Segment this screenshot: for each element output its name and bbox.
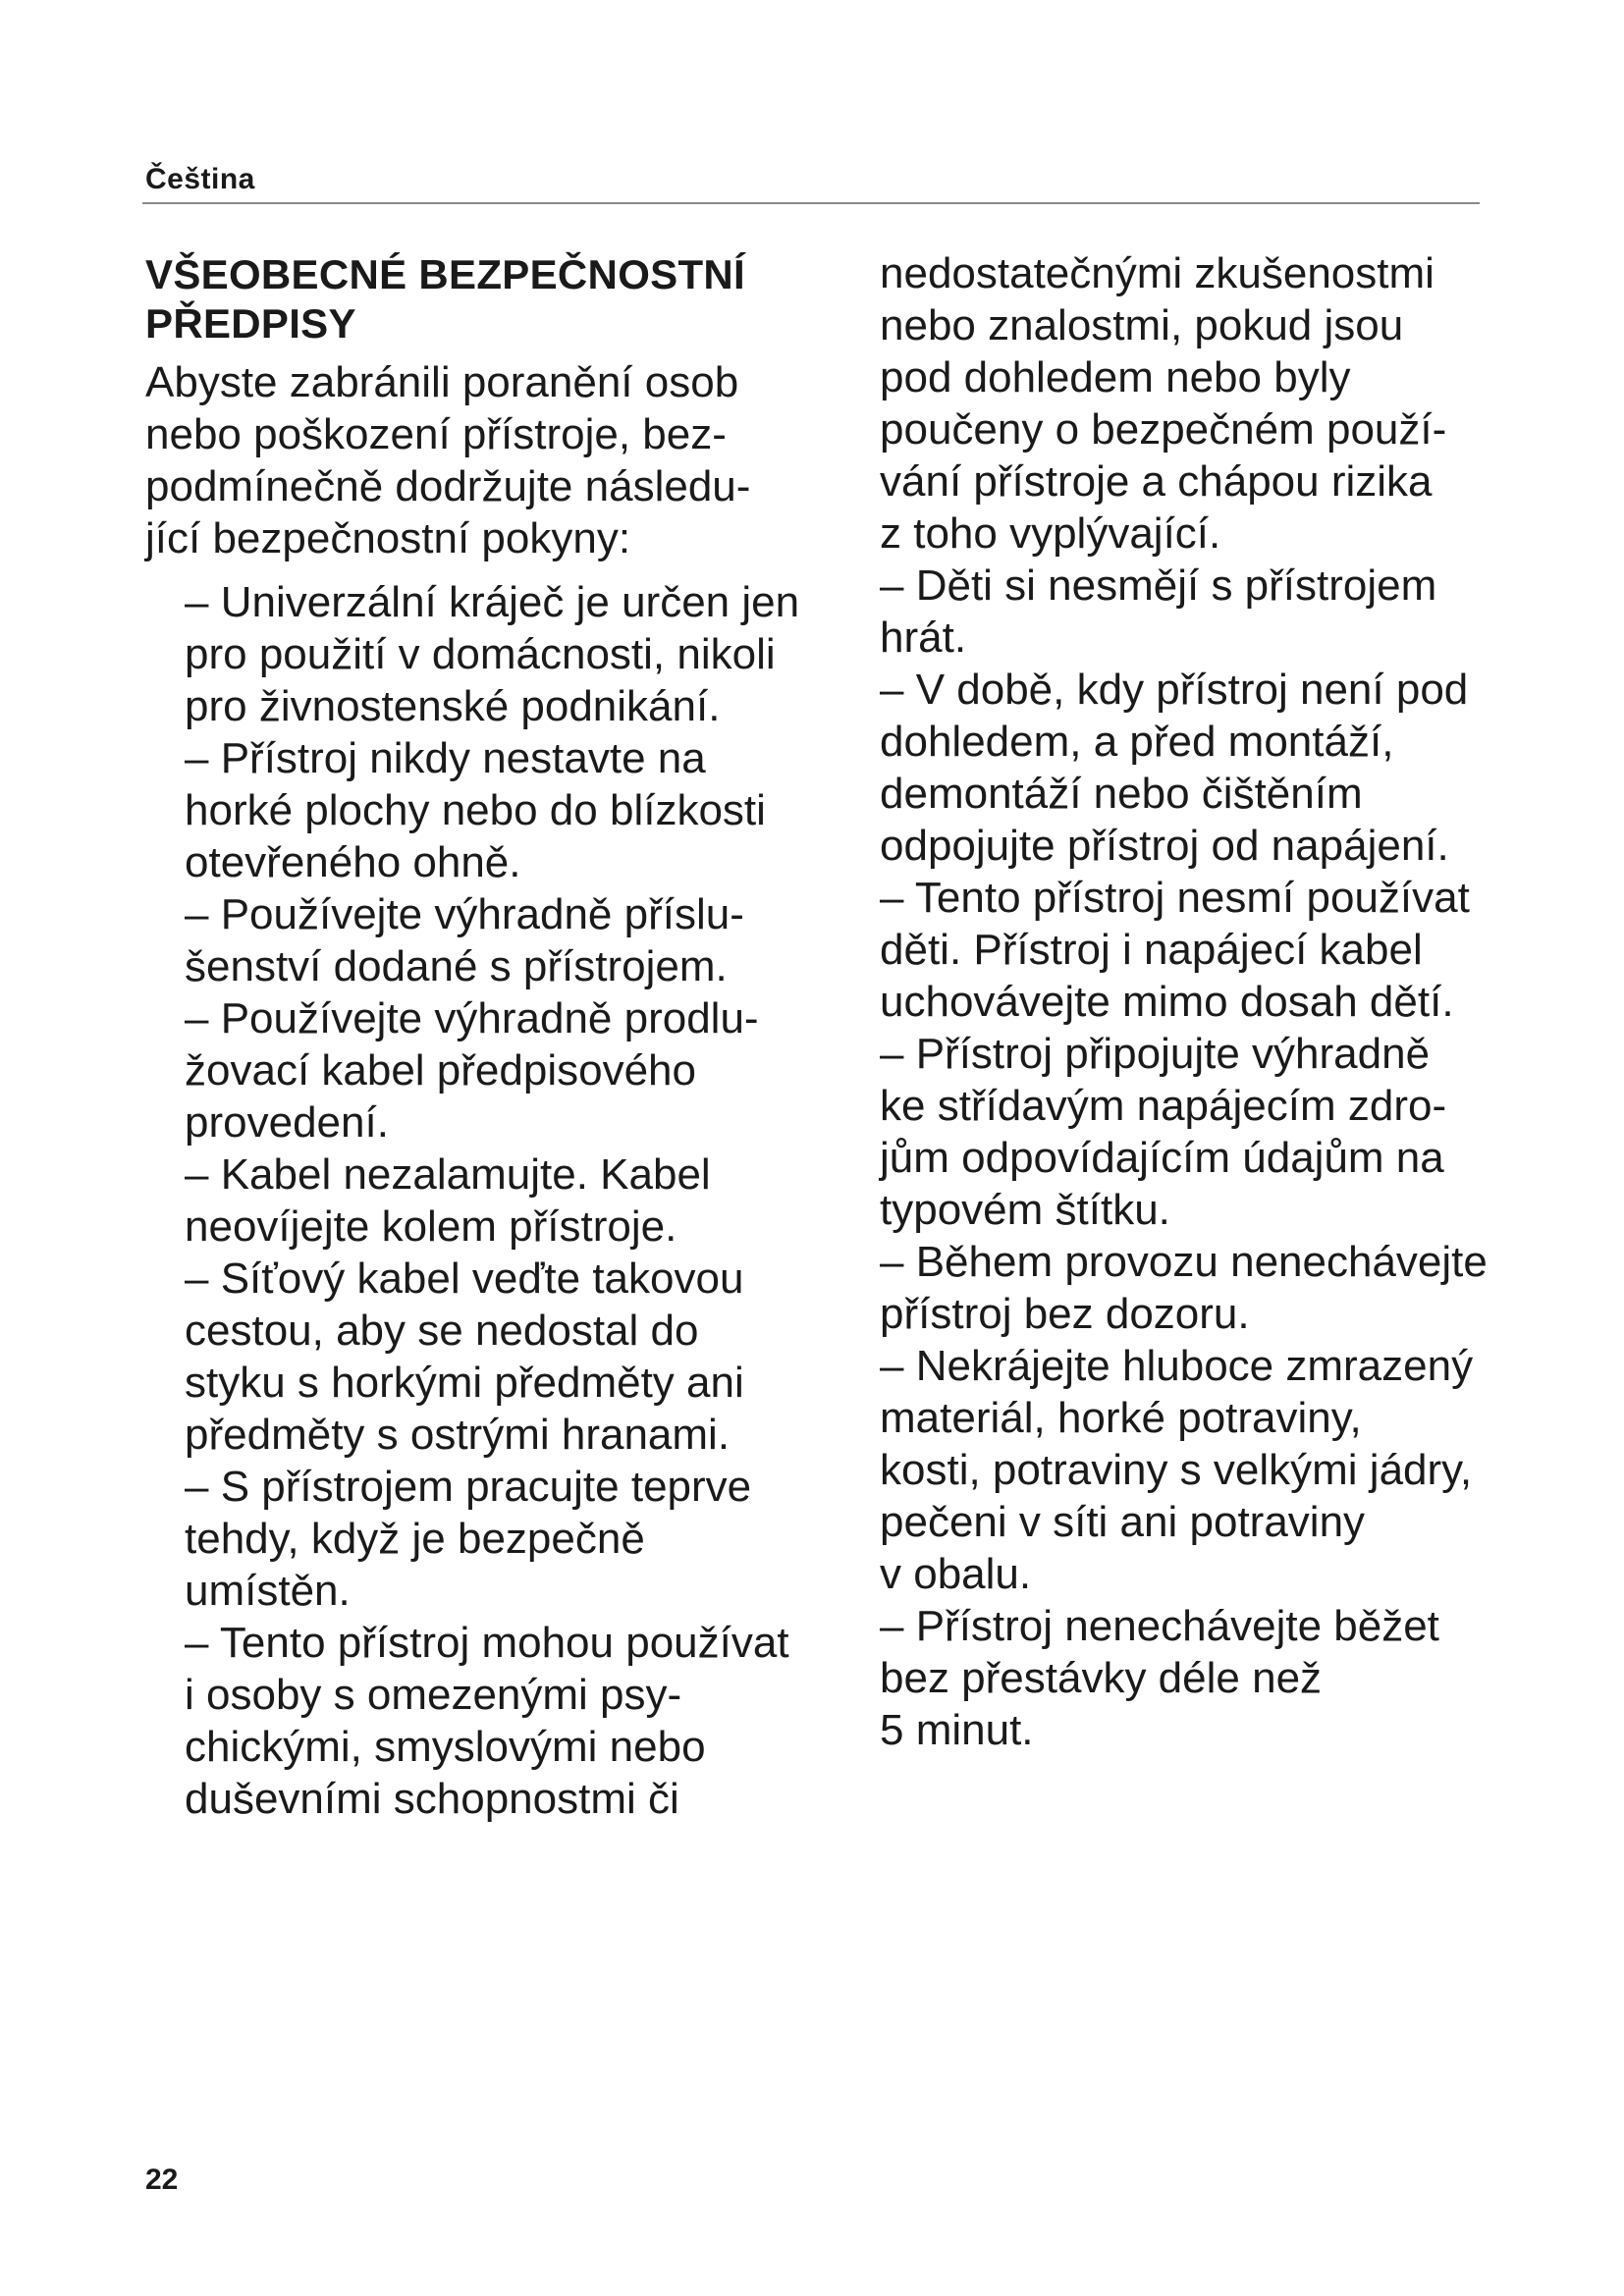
page-number: 22 [145,2163,179,2196]
safety-item-line: v obalu. [880,1550,1032,1598]
safety-item-line: pod dohledem nebo byly [880,353,1351,401]
left-safety-list [145,576,823,1825]
safety-item-line: kosti, potraviny s velkými jádry, [880,1446,1473,1494]
intro-line: nebo poškození přístroje, bez- [145,410,727,458]
right-column [880,247,1508,1756]
safety-item-line: typovém štítku. [880,1186,1170,1234]
safety-item-line: – Používejte výhradně prodlu- [185,994,759,1042]
safety-item-line: – Síťový kabel veďte takovou [185,1255,744,1303]
safety-item-line: – Nekrájejte hluboce zmrazený [880,1342,1474,1390]
safety-item-line: – Přístroj nenechávejte běžet [880,1602,1439,1650]
safety-item-line: – Přístroj nikdy nestavte na [185,734,706,782]
safety-item [185,1253,823,1461]
safety-item-line: – Kabel nezalamujte. Kabel [185,1150,711,1199]
safety-item [185,888,823,992]
safety-item-line: – Tento přístroj mohou používat [185,1619,789,1667]
safety-item [880,1028,1508,1236]
safety-item-line: uchovávejte mimo dosah dětí. [880,978,1454,1026]
safety-item-line: otevřeného ohně. [185,838,521,886]
safety-item-line: předměty s ostrými hranami. [185,1411,731,1459]
safety-item [185,1461,823,1617]
safety-item-line: provedení. [185,1098,389,1147]
safety-item-line: – Tento přístroj nesmí používat [880,874,1470,922]
safety-item-line: vání přístroje a chápou rizika [880,457,1433,506]
safety-item-line: – V době, kdy přístroj není pod [880,666,1469,714]
safety-item-line: poučeny o bezpečném použí- [880,405,1447,454]
section-title [145,250,823,348]
safety-item [185,576,823,732]
safety-item-line: pro použití v domácnosti, nikoli [185,630,776,678]
header-divider [142,202,1480,204]
intro-line: jící bezpečnostní pokyny: [145,514,631,562]
safety-item-line: šenství dodané s přístrojem. [185,942,728,990]
intro-line: podmínečně dodržujte následu- [145,462,751,510]
safety-item-line: neovíjejte kolem přístroje. [185,1202,677,1251]
left-column [145,250,823,1825]
safety-item-line: přístroj bez dozoru. [880,1290,1250,1338]
safety-item-line: jům odpovídajícím údajům na [880,1134,1444,1182]
safety-item-line: bez přestávky déle než [880,1654,1323,1702]
safety-item-line: žovací kabel předpisového [185,1046,696,1095]
safety-item [185,992,823,1148]
safety-item-line: pro živnostenské podnikání. [185,682,721,730]
safety-item [880,247,1508,560]
safety-item-line: – Používejte výhradně příslu- [185,890,744,938]
safety-item-line: hrát. [880,614,967,662]
safety-item-line: – Univerzální kráječ je určen jen [185,578,800,626]
safety-item [880,1340,1508,1600]
safety-item-line: pečeni v síti ani potraviny [880,1498,1366,1546]
safety-item-line: dohledem, a před montáží, [880,718,1394,766]
safety-item-line: – Během provozu nenechávejte [880,1238,1488,1286]
safety-item-line: děti. Přístroj i napájecí kabel [880,926,1423,974]
safety-item-line: cestou, aby se nedostal do [185,1307,699,1355]
intro-paragraph [145,356,823,564]
safety-item [880,664,1508,872]
safety-item-line: tehdy, když je bezpečně [185,1515,645,1563]
safety-item-line: – Přístroj připojujte výhradně [880,1030,1431,1078]
safety-item-line: 5 minut. [880,1706,1034,1754]
safety-item [880,560,1508,664]
safety-item [185,1617,823,1825]
safety-item-line: – Děti si nesmějí s přístrojem [880,561,1437,610]
safety-item [880,1236,1508,1340]
safety-item [185,732,823,888]
safety-item-line: chickými, smyslovými nebo [185,1723,706,1771]
language-label: Čeština [145,163,255,195]
safety-item-line: materiál, horké potraviny, [880,1394,1362,1442]
safety-item-line: horké plochy nebo do blízkosti [185,786,766,834]
safety-item-line: nedostatečnými zkušenostmi [880,249,1435,297]
section-title-line: PŘEDPISY [145,300,356,347]
intro-line: Abyste zabránili poranění osob [145,358,739,406]
safety-item-line: odpojujte přístroj od napájení. [880,822,1449,870]
safety-item-line: z toho vyplývající. [880,509,1221,558]
section-title-line: VŠEOBECNÉ BEZPEČNOSTNÍ [145,251,746,297]
safety-item [185,1148,823,1253]
safety-item-line: demontáží nebo čištěním [880,770,1363,818]
safety-item-line: styku s horkými předměty ani [185,1359,744,1407]
safety-item-line: – S přístrojem pracujte teprve [185,1463,752,1511]
right-safety-list [880,247,1508,1756]
safety-item [880,872,1508,1028]
safety-item-line: nebo znalostmi, pokud jsou [880,301,1404,349]
safety-item-line: duševními schopnostmi či [185,1775,679,1823]
safety-item-line: i osoby s omezenými psy- [185,1671,682,1719]
safety-item-line: umístěn. [185,1567,351,1615]
safety-item [880,1600,1508,1756]
safety-item-line: ke střídavým napájecím zdro- [880,1082,1447,1130]
